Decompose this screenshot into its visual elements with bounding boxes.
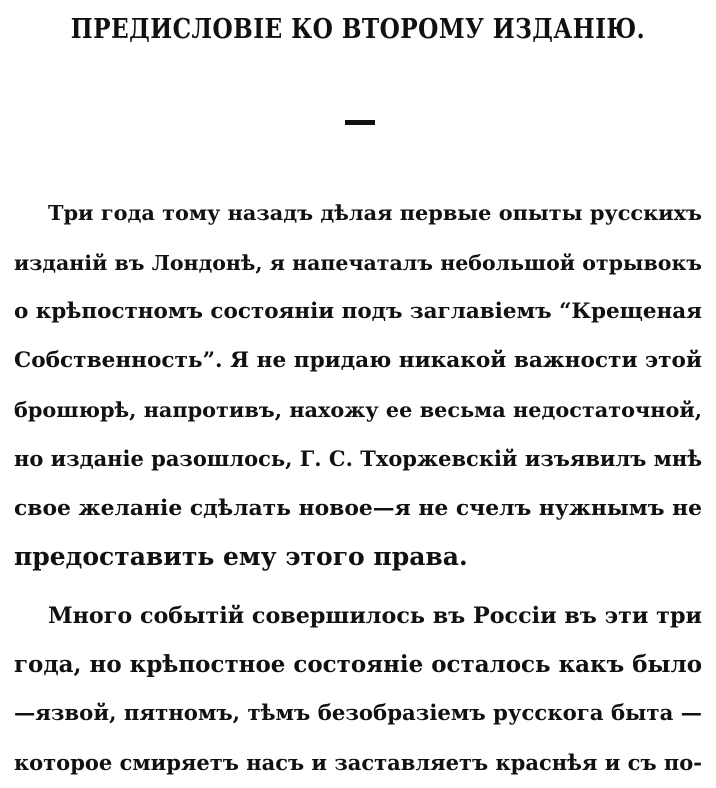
paragraph-1-line-4: Собственность”. Я не придаю никакой важности этой	[14, 348, 702, 373]
paragraph-2-line-2: года, но крѣпостное состояніе осталось какъ было	[14, 651, 702, 678]
paragraph-1-line-2: изданій въ Лондонѣ, я напечаталъ небольшой отрывокъ	[14, 251, 702, 275]
paragraph-2-line-4: которое смиряетъ насъ и заставляетъ краснѣя и съ по-	[14, 750, 702, 775]
paragraph-1-line-3: о крѣпостномъ состояніи подъ заглавіемъ “Крещеная	[14, 299, 702, 324]
paragraph-2-line-1: Много событій совершилось въ Россіи въ эти три	[48, 603, 702, 629]
paragraph-1-line-8: предоставить ему этого права.	[14, 542, 468, 571]
page-title: ПРЕДИСЛОВІЕ КО ВТОРОМУ ИЗДАНІЮ.	[70, 14, 646, 45]
paragraph-1-line-1: Три года тому назадъ дѣлая первые опыты русскихъ	[48, 200, 702, 225]
paragraph-1-line-7: свое желаніе сдѣлать новое—я не счелъ нужнымъ не	[14, 495, 702, 521]
paragraph-2-line-3: —язвой, пятномъ, тѣмъ безобразіемъ русскога быта —	[14, 701, 702, 726]
separator-dash	[345, 120, 375, 125]
paragraph-1-line-5: брошюрѣ, напротивъ, нахожу ее весьма недостаточной,	[14, 397, 702, 422]
paragraph-1-line-6: но изданіе разошлось, Г. С. Тхоржевскій изъявилъ мнѣ	[14, 446, 702, 471]
